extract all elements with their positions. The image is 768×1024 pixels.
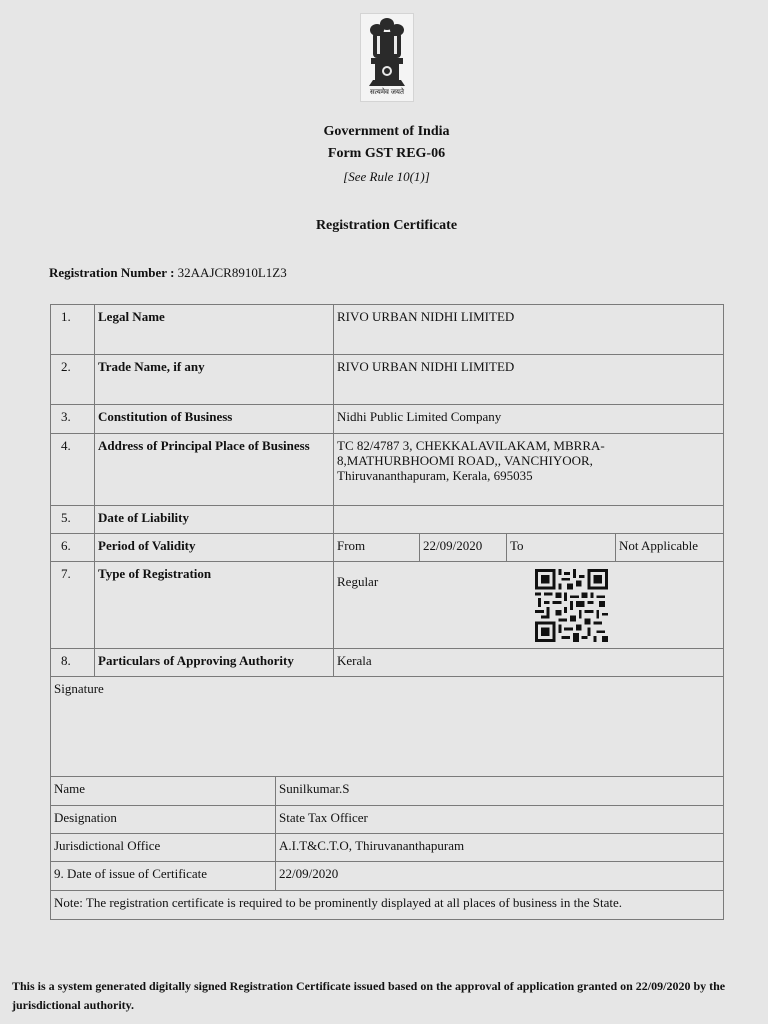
row-7-label: Type of Registration [94,561,334,649]
row-5-label: Date of Liability [94,505,334,534]
registration-number-value: 32AAJCR8910L1Z3 [177,265,287,280]
row-1-number: 1. [50,304,95,355]
designation-value: State Tax Officer [275,805,724,834]
row-5-number: 5. [50,505,95,534]
row-1-label: Legal Name [94,304,334,355]
row-4-label: Address of Principal Place of Business [94,433,334,506]
row-5-value [333,505,724,534]
jurisdictional-office-label: Jurisdictional Office [50,833,276,862]
certificate-title: Registration Certificate [315,218,458,233]
issue-date-value: 22/09/2020 [275,861,724,891]
lion-capital-icon [361,14,413,88]
row-6-number: 6. [50,533,95,562]
row-8-label: Particulars of Approving Authority [94,648,334,677]
row-4-value: TC 82/4787 3, CHEKKALAVILAKAM, MBRRA-8,MATHURBHOOMI ROAD,, VANCHIYOOR, Thiruvananthapuram, Kerala, 695035 [333,433,724,506]
row-3-number: 3. [50,404,95,434]
row-3-value: Nidhi Public Limited Company [333,404,724,434]
row-7-number: 7. [50,561,95,649]
rule-reference: [See Rule 10(1)] [343,169,430,184]
government-heading: Government of India [323,124,450,139]
validity-from-value: 22/09/2020 [419,533,507,562]
row-3-label: Constitution of Business [94,404,334,434]
display-note: Note: The registration certificate is required to be prominently displayed at all places of business in the State. [50,890,724,920]
row-2-label: Trade Name, if any [94,354,334,405]
form-heading: Form GST REG-06 [327,146,446,161]
registration-number [49,265,287,281]
signatory-name-value: Sunilkumar.S [275,776,724,806]
validity-to-value: Not Applicable [615,533,724,562]
validity-from-label: From [333,533,420,562]
row-6-label: Period of Validity [94,533,334,562]
row-1-value: RIVO URBAN NIDHI LIMITED [333,304,724,355]
row-2-value: RIVO URBAN NIDHI LIMITED [333,354,724,405]
validity-to-label: To [506,533,616,562]
designation-label: Designation [50,805,276,834]
signatory-name-label: Name [50,776,276,806]
jurisdictional-office-value: A.I.T&C.T.O, Thiruvananthapuram [275,833,724,862]
national-emblem-logo [360,13,414,102]
signature-box: Signature [50,676,724,777]
row-8-value: Kerala [333,648,724,677]
registration-number-label: Registration Number : [49,265,175,280]
issue-date-label: 9. Date of issue of Certificate [50,861,276,891]
row-4-number: 4. [50,433,95,506]
qr-code-icon [535,569,608,642]
row-2-number: 2. [50,354,95,405]
row-7-value: Regular [333,561,724,649]
row-8-number: 8. [50,648,95,677]
footer-statement: This is a system generated digitally signed Registration Certificate issued based on the approval of application granted on 22/09/2020 by the jurisdictional authority. [12,979,726,1012]
emblem-motto: सत्यमेव जयते [370,88,404,96]
